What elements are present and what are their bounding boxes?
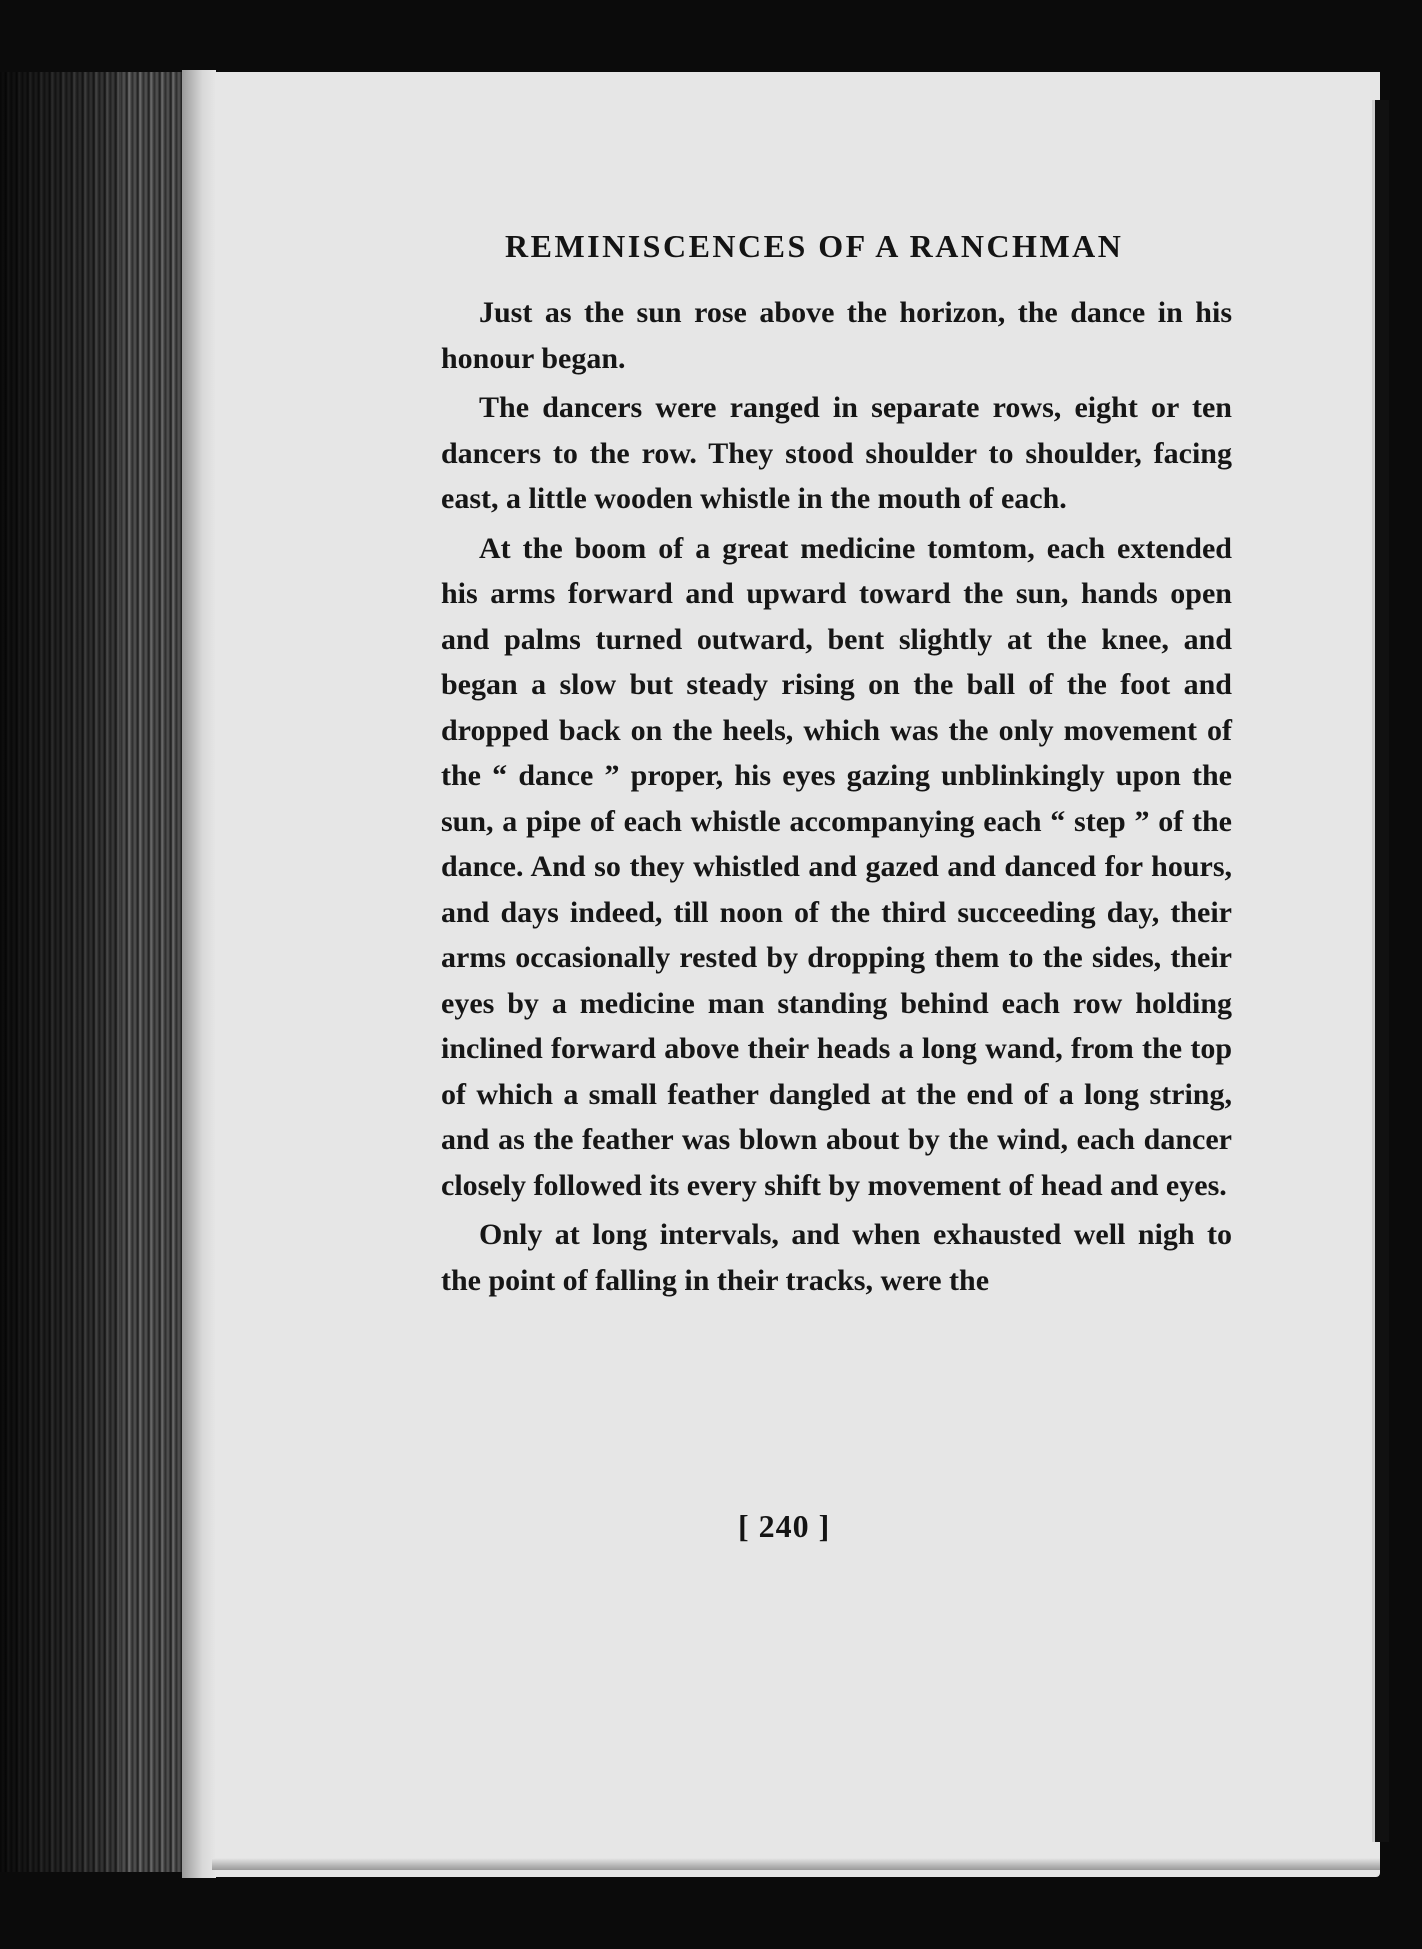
page-gutter <box>182 70 216 1878</box>
paragraph-4: Only at long intervals, and when exhausted well nigh to the point of falling in their tracks, were the <box>441 1218 1232 1297</box>
running-head: REMINISCENCES OF A RANCHMAN <box>505 228 1124 264</box>
paragraph-3: At the boom of a great medicine tomtom, each extended his arms forward and upward toward the sun, hands open and palms turned outward, bent slightly at the knee, and began a slow but steady rising on the ball of the foot and dropped back on the heels, which was the only movement of the “ dance ” proper, his eyes gazing unblinkingly upon the sun, a pipe of each whistle accompanying each “ step ” of the dance. And so they whistled and gazed and danced for hours, and days indeed, till noon of the third succeeding day, their arms occasionally rested by dropping them to the sides, their eyes by a medicine man standing behind each row holding inclined forward above their heads a long wand, from the top of which a small feather dangled at the end of a long string, and as the feather was blown about by the wind, each dancer closely followed its every shift by movement of head and eyes. <box>441 531 1232 1202</box>
paragraph-2: The dancers were ranged in separate rows, eight or ten dancers to the row. They stood shoulder to shoulder, facing east, a little wooden whistle in the mouth of each. <box>441 391 1232 515</box>
page-bottom-edge <box>212 1858 1380 1870</box>
body-text <box>441 290 1232 1307</box>
facing-page-edge <box>1372 100 1389 1842</box>
page-number: [ 240 ] <box>738 1508 831 1544</box>
paragraph-1: Just as the sun rose above the horizon, the dance in his honour began. <box>441 296 1232 375</box>
book-edge-shadow <box>0 72 120 1872</box>
